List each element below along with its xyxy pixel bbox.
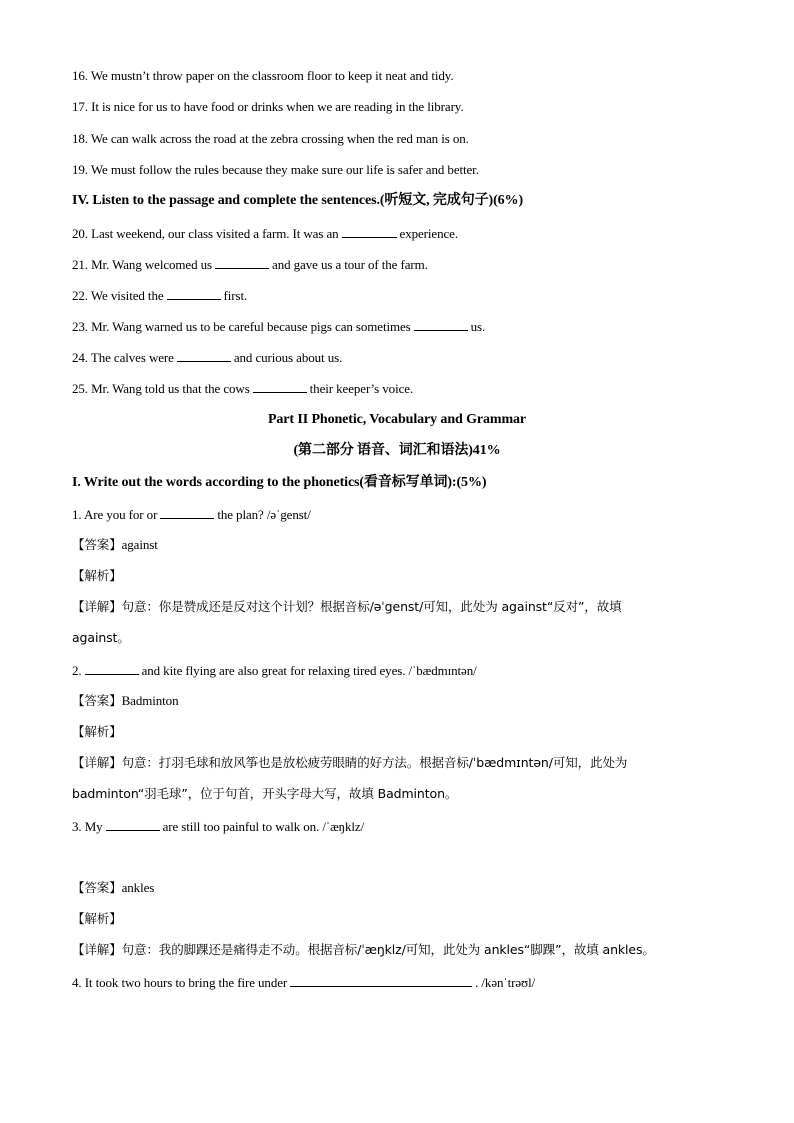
question-24 — [72, 349, 342, 366]
analysis-tag: 【解析】 — [72, 911, 122, 926]
answer-value: against — [121, 537, 158, 552]
question-24-tail: and curious about us. — [233, 350, 343, 365]
question-21 — [72, 256, 428, 273]
question-25 — [72, 380, 413, 397]
part-ii-title: Part II Phonetic, Vocabulary and Grammar — [267, 412, 527, 427]
answer-tag: 【答案】 — [72, 693, 122, 708]
answer-blank[interactable] — [253, 380, 307, 393]
detail-text: 句意：我的脚踝还是痛得走不动。根据音标/ˈæŋklz/可知，此处为 ankles“脚踝”，故填 ankles。 — [121, 942, 655, 957]
question-21-text: 21. Mr. Wang welcomed us — [72, 257, 213, 272]
question-3-text: 3. My — [72, 819, 103, 834]
detail-2 — [72, 755, 627, 771]
question-1-tail: the plan? /əˈgenst/ — [217, 507, 311, 522]
answer-3 — [72, 880, 154, 896]
section-i-heading: I. Write out the words according to the phonetics(看音标写单词):(5%) — [72, 475, 487, 490]
sentence-18: 18. We can walk across the road at the zebra crossing when the red man is on. — [72, 131, 469, 146]
answer-blank[interactable] — [342, 225, 397, 238]
answer-blank[interactable] — [290, 974, 472, 987]
analysis-tag: 【解析】 — [72, 568, 122, 583]
sentence-19: 19. We must follow the rules because they make sure our life is safer and better. — [72, 162, 479, 177]
answer-value: Badminton — [121, 693, 179, 708]
answer-2 — [72, 693, 179, 709]
section-iv-heading: IV. Listen to the passage and complete the sentences.(听短文, 完成句子)(6%) — [72, 193, 524, 208]
question-23-text: 23. Mr. Wang warned us to be careful because pigs can sometimes — [72, 319, 411, 334]
part-ii-subtitle: (第二部分 语音、词汇和语法)41% — [293, 443, 501, 458]
question-20 — [72, 225, 458, 242]
detail-text: 句意：你是赞成还是反对这个计划？根据音标/əˈgenst/可知，此处为 against“反对”，故填 — [121, 599, 622, 614]
question-20-text: 20. Last weekend, our class visited a farm. It was an — [72, 226, 339, 241]
question-20-tail: experience. — [399, 226, 458, 241]
analysis-2 — [72, 724, 122, 740]
question-25-text: 25. Mr. Wang told us that the cows — [72, 381, 250, 396]
detail-tag: 【详解】 — [72, 755, 122, 770]
question-1-text: 1. Are you for or — [72, 507, 158, 522]
answer-tag: 【答案】 — [72, 537, 122, 552]
sentence-17: 17. It is nice for us to have food or drinks when we are reading in the library. — [72, 99, 464, 114]
question-4 — [72, 974, 535, 991]
answer-value: ankles — [121, 880, 155, 895]
question-22 — [72, 287, 247, 304]
question-2-text: 2. — [72, 663, 82, 678]
answer-1 — [72, 537, 158, 553]
analysis-1 — [72, 568, 122, 584]
question-3-tail: are still too painful to walk on. /ˈæŋklz/ — [162, 819, 365, 834]
detail-1 — [72, 599, 622, 615]
question-2 — [72, 662, 477, 679]
question-21-tail: and gave us a tour of the farm. — [272, 257, 428, 272]
sentence-16: 16. We mustn’t throw paper on the classroom floor to keep it neat and tidy. — [72, 68, 454, 83]
question-25-tail: their keeper’s voice. — [309, 381, 414, 396]
question-23-tail: us. — [470, 319, 486, 334]
question-22-tail: first. — [223, 288, 248, 303]
answer-blank[interactable] — [85, 662, 139, 675]
answer-blank[interactable] — [215, 256, 269, 269]
answer-blank[interactable] — [167, 287, 221, 300]
question-2-tail: and kite flying are also great for relaxing tired eyes. /ˈbædmɪntən/ — [141, 663, 477, 678]
detail-2-continued: badminton“羽毛球”，位于句首，开头字母大写，故填 Badminton。 — [72, 786, 458, 801]
detail-tag: 【详解】 — [72, 599, 122, 614]
answer-blank[interactable] — [106, 818, 160, 831]
analysis-3 — [72, 911, 122, 927]
analysis-tag: 【解析】 — [72, 724, 122, 739]
question-4-text: 4. It took two hours to bring the fire under — [72, 975, 288, 990]
detail-3 — [72, 942, 655, 958]
question-23 — [72, 318, 485, 335]
question-24-text: 24. The calves were — [72, 350, 174, 365]
question-3 — [72, 818, 364, 835]
detail-1-continued: against。 — [72, 630, 130, 645]
answer-blank[interactable] — [414, 318, 468, 331]
question-4-tail: . /kənˈtrəʊl/ — [475, 975, 536, 990]
answer-tag: 【答案】 — [72, 880, 122, 895]
question-1 — [72, 506, 311, 523]
question-22-text: 22. We visited the — [72, 288, 164, 303]
detail-tag: 【详解】 — [72, 942, 122, 957]
answer-blank[interactable] — [177, 349, 231, 362]
answer-blank[interactable] — [160, 506, 214, 519]
detail-text: 句意：打羽毛球和放风筝也是放松疲劳眼睛的好方法。根据音标/ˈbædmɪntən/可知，此处为 — [121, 755, 628, 770]
